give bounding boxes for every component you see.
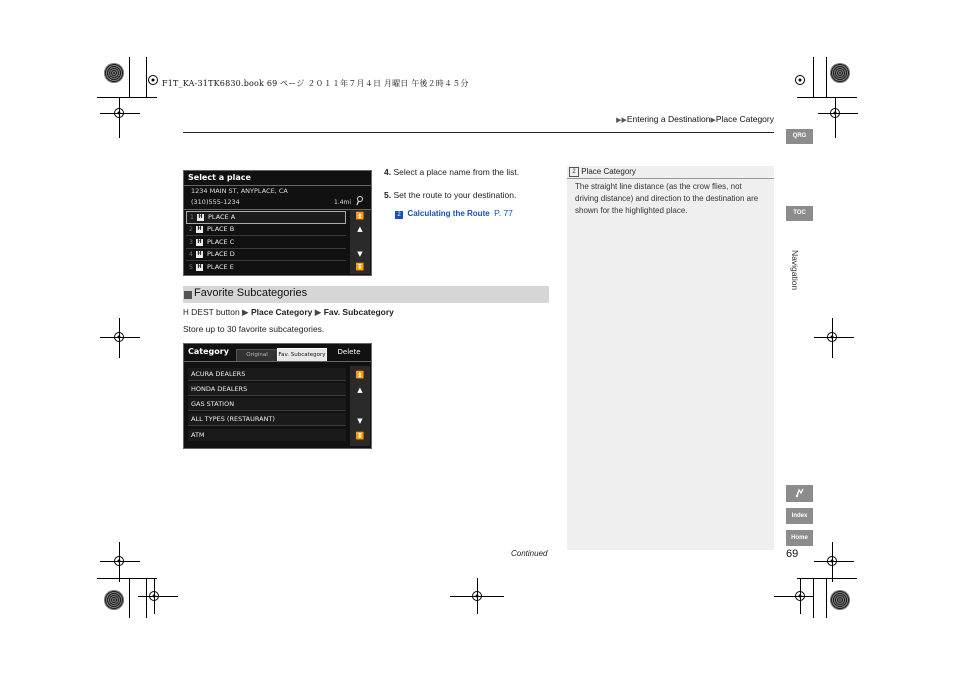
scrollbar[interactable] [350,366,370,446]
place-icon: H [197,238,202,245]
note-icon: 2 [569,167,579,177]
row-number: 5 [188,263,194,271]
page-down-icon[interactable]: ⏬ [355,432,365,440]
path-separator: ▶ [314,307,322,317]
scroll-up-icon[interactable]: ▲ [357,225,363,233]
registration-bullseye-icon [830,590,850,610]
scrollbar[interactable] [350,210,370,274]
step-text: Select a place name from the list. [393,167,520,177]
row-number: 2 [188,225,194,233]
section-square-icon [184,291,192,299]
crosshair-icon [792,72,808,88]
category-label: ACURA DEALERS [191,370,246,378]
crosshair-icon [824,553,840,569]
path-mid: Place Category [250,307,313,317]
place-icon: H [197,225,202,232]
tab-original[interactable]: Original [236,349,278,362]
voice-command-icon [794,487,806,499]
crosshair-icon [824,329,840,345]
home-tab[interactable]: Home [786,530,813,546]
phone-line: (310)555-1234 [191,198,240,206]
row-number: 4 [188,250,194,258]
qrg-tab[interactable]: QRG [786,129,813,144]
list-item[interactable] [188,398,346,411]
list-item[interactable] [188,429,346,441]
screen-title: Select a place [188,173,251,182]
registration-bullseye-icon [104,63,124,83]
category-label: GAS STATION [191,400,235,408]
screen-title: Category [188,347,229,356]
step-number: 5. [384,190,392,200]
direction-arrow-icon [355,195,365,207]
breadcrumb-item-entering-destination[interactable]: Entering a Destination [626,114,711,124]
place-label: PLACE B [207,225,235,233]
toc-tab[interactable]: TOC [786,206,813,221]
sidebar-header [567,166,774,179]
index-tab[interactable]: Index [786,508,813,524]
list-item[interactable] [188,368,346,381]
section-header [183,286,549,303]
list-item[interactable] [186,237,346,249]
crosshair-icon [146,588,162,604]
row-number: 1 [189,213,195,221]
scroll-up-icon[interactable]: ▲ [357,386,363,394]
page-number: 69 [786,548,799,560]
scroll-down-icon[interactable]: ▼ [357,250,363,258]
step-number: 4. [384,167,392,177]
calculating-route-link[interactable] [395,203,513,221]
breadcrumb [616,114,774,124]
crosshair-icon [792,588,808,604]
path-end: Fav. Subcategory [323,307,394,317]
step-text: Set the route to your destination. [393,190,517,200]
select-place-screen [183,170,372,276]
place-label: PLACE D [207,250,235,258]
path-start: DEST button [191,307,240,317]
place-icon: H [197,263,202,270]
list-item[interactable] [188,413,346,426]
section-description: Store up to 30 favorite subcategories. [183,324,325,334]
path-separator: ▶ [242,307,249,317]
distance: 1.4mi [334,199,352,206]
section-title: Favorite Subcategories [194,287,308,299]
scroll-down-icon[interactable]: ▼ [357,417,363,425]
list-item[interactable] [186,249,346,261]
crosshair-icon [111,105,127,121]
file-info: F1T_KA-31TK6830.book 69 ページ ２０１１年７月４日 月曜日 午後２時４５分 [162,79,469,88]
delete-button[interactable]: Delete [337,348,361,356]
crosshair-icon [469,588,485,604]
link-page[interactable]: P. 77 [494,208,513,218]
tab-fav-subcategory[interactable]: Fav. Subcategory [277,348,327,362]
place-label: PLACE C [207,238,235,246]
row-number: 3 [188,238,194,246]
sidebar-text: The straight line distance (as the crow flies, not driving distance) and direction to the destination are shown for the highlighted place. [575,182,759,215]
place-icon: H [198,213,203,220]
sidebar-title: Place Category [581,167,636,176]
category-label: HONDA DEALERS [191,385,248,393]
link-text[interactable]: Calculating the Route [407,209,490,218]
header-rule [183,132,774,133]
crosshair-icon [111,553,127,569]
list-item[interactable] [186,224,346,236]
step-4 [384,167,519,177]
breadcrumb-item-place-category: Place Category [715,114,774,124]
menu-path [183,307,394,318]
category-label: ALL TYPES (RESTAURANT) [191,415,275,423]
list-item[interactable] [186,262,346,273]
voice-command-button[interactable] [786,485,813,502]
breadcrumb-separator: ▶ [710,117,716,124]
registration-bullseye-icon [830,63,850,83]
place-icon: H [197,250,202,257]
page-up-icon[interactable]: ⏫ [355,371,365,379]
category-label: ATM [191,431,205,439]
crosshair-icon [145,72,161,88]
place-label: PLACE A [208,213,236,221]
sidebar-note [567,166,774,550]
place-label: PLACE E [207,263,234,271]
page-up-icon[interactable]: ⏫ [355,212,365,220]
link-icon: 2 [395,211,403,219]
list-item[interactable] [186,211,346,224]
crosshair-icon [827,105,843,121]
chapter-label: Navigation [790,250,800,291]
page-down-icon[interactable]: ⏬ [355,263,365,271]
crosshair-icon [111,329,127,345]
registration-bullseye-icon [104,590,124,610]
continued-label: Continued [511,549,548,558]
category-screen [183,343,372,449]
hand-icon: H [183,308,189,317]
list-item[interactable] [188,383,346,396]
breadcrumb-arrows: ▶▶ [616,117,627,124]
address-line: 1234 MAIN ST, ANYPLACE, CA [191,187,288,195]
step-5 [384,190,516,200]
